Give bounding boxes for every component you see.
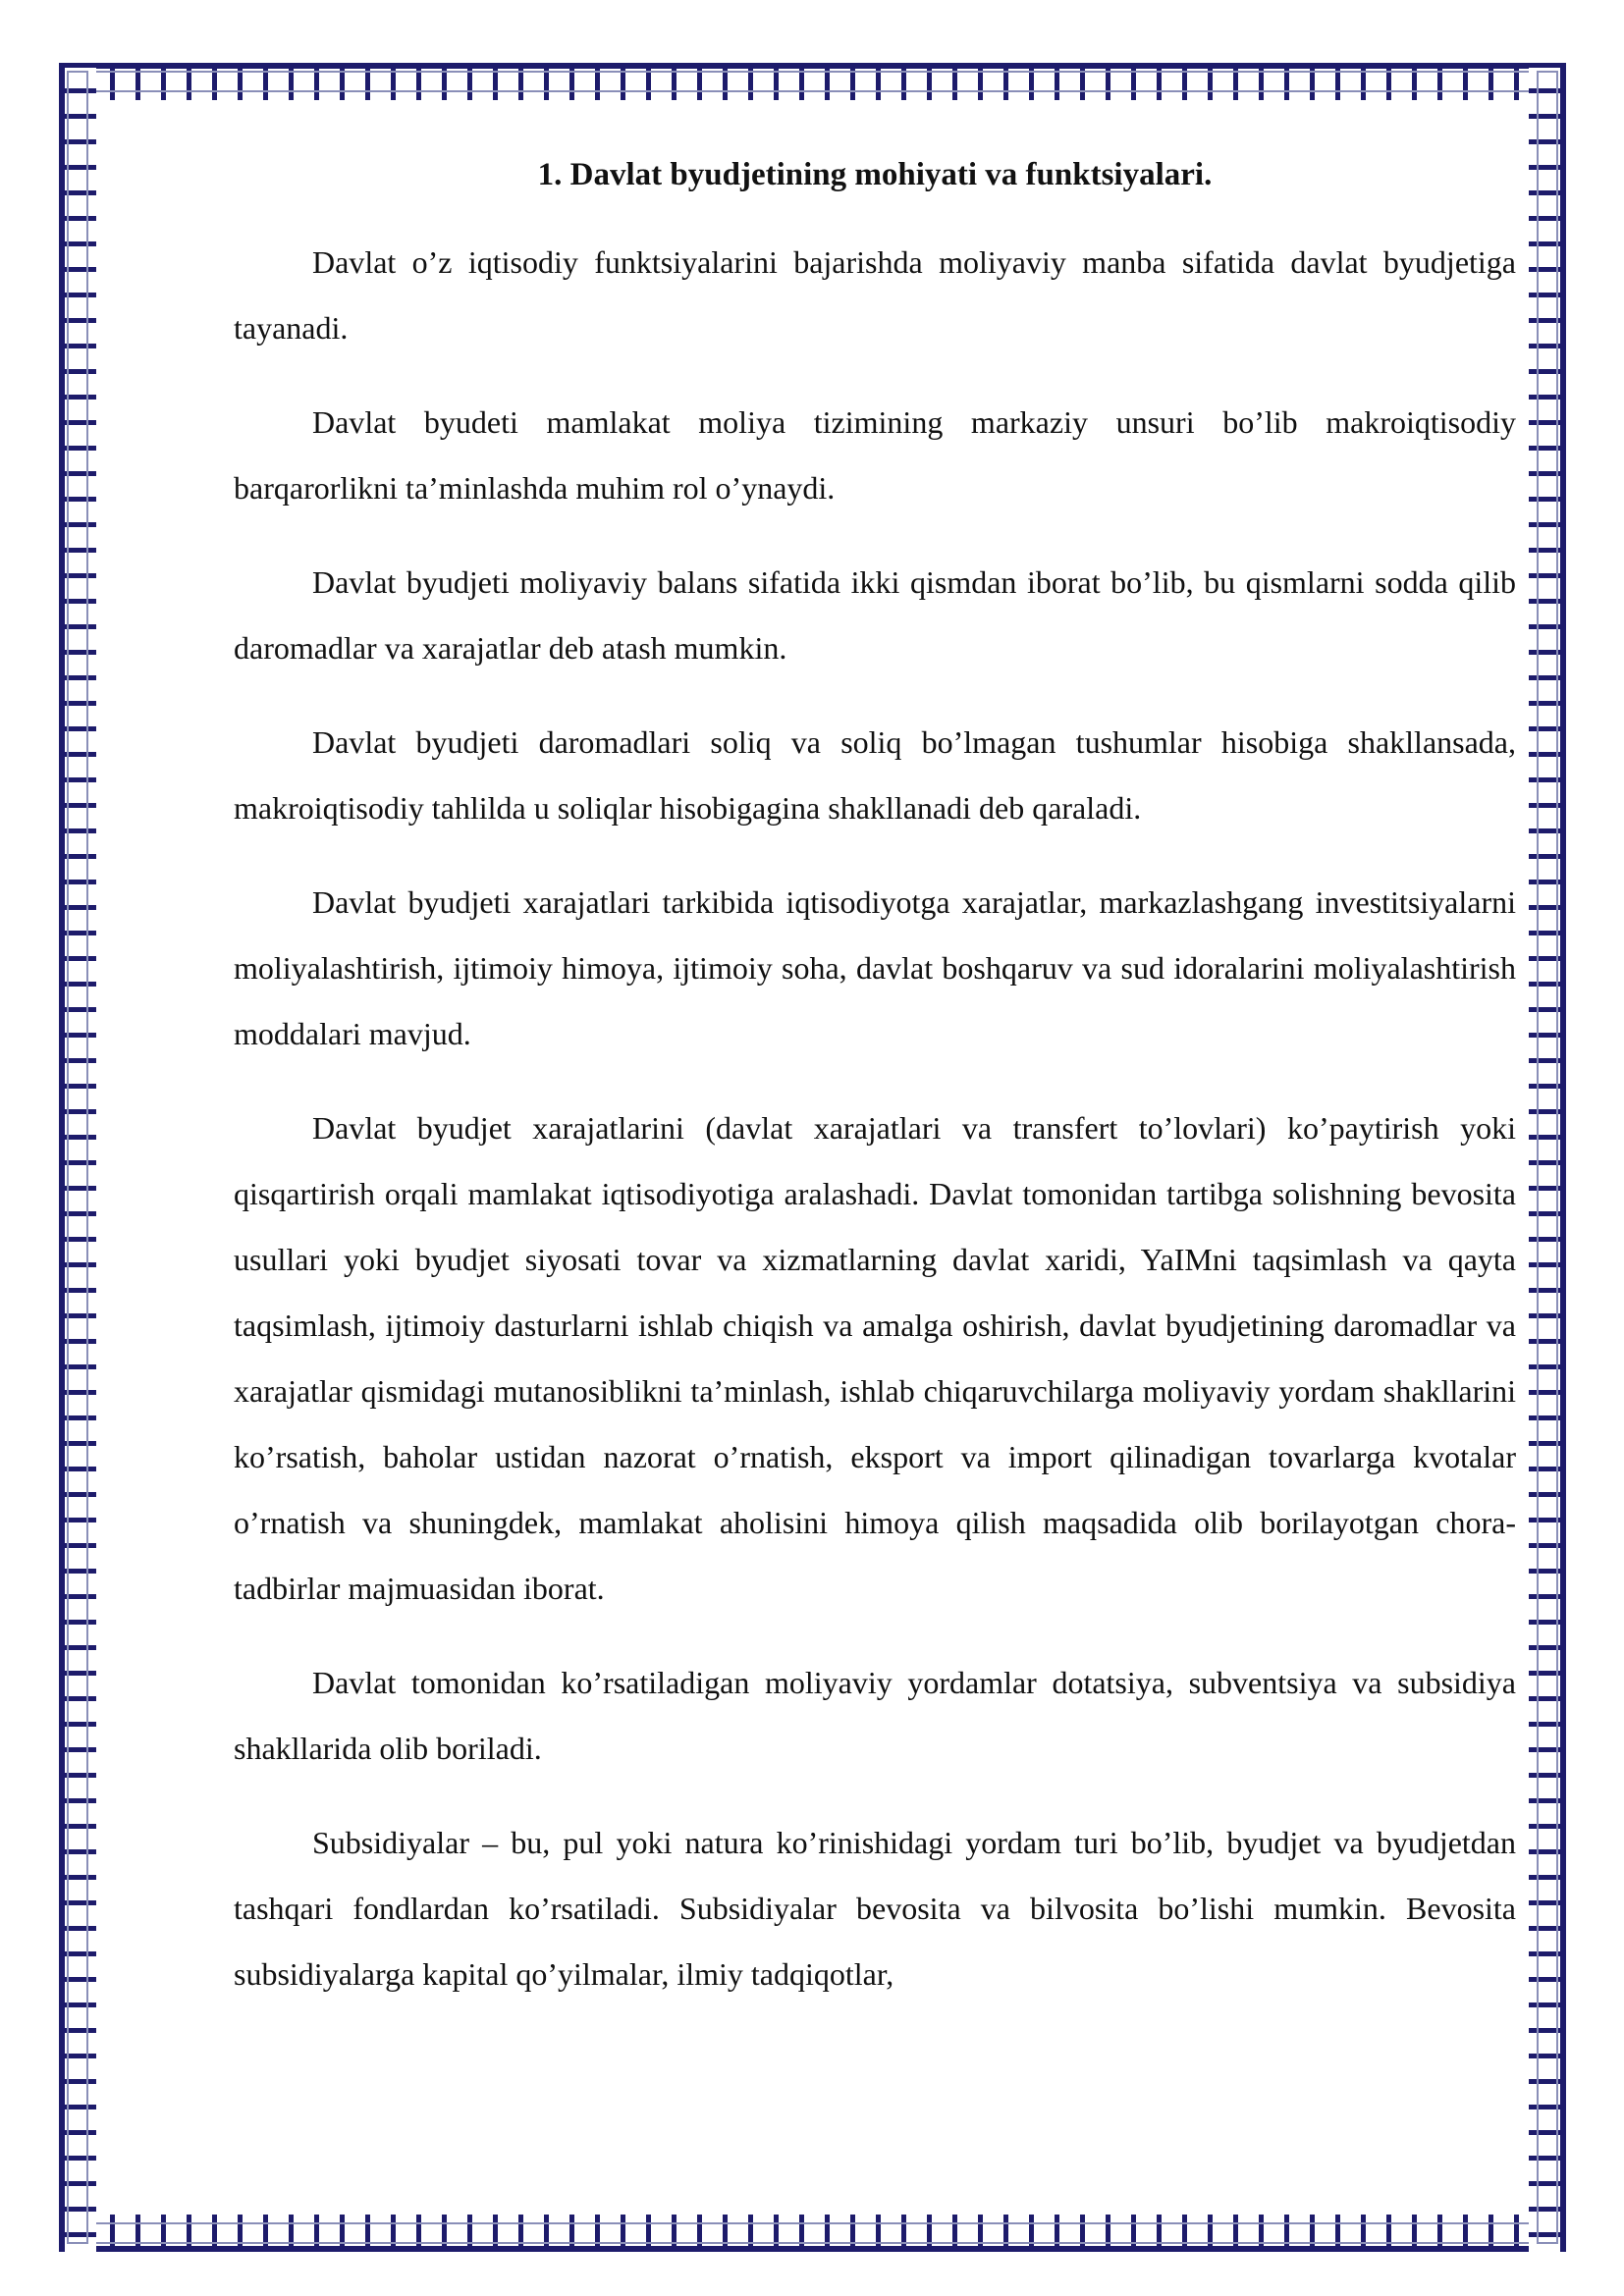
paragraph: Davlat byudjet xarajatlarini (davlat xarajatlari va transfert to’lovlari) ko’paytirish yoki qisqartirish orqali mamlakat iqtisodiyotiga aralashadi. Davlat tomonidan tartibga solishning bevosita usullari yoki byudjet siyosati tovar va xizmatlarning davlat xaridi, YaIMni taqsimlash va qayta taqsimlash, ijtimoiy dasturlarni ishlab chiqish va amalga oshirish, davlat byudjetining daromadlar va xarajatlar qismidagi mutanosiblikni ta’minlash, ishlab chiqaruvchilarga moliyaviy yordam shakllarini ko’rsatish, baholar ustidan nazorat o’rnatish, eksport va import qilinadigan tovarlarga kvotalar o’rnatish va shuningdek, mamlakat aholisini himoya qilish maqsadida olib borilayotgan chora-tadbirlar majmuasidan iborat.: [234, 1110, 1516, 1606]
paragraph: Davlat byudjeti moliyaviy balans sifatida ikki qismdan iborat bo’lib, bu qismlarni sodda qilib daromadlar va xarajatlar deb atash mumkin.: [234, 564, 1516, 666]
page-border-top: [59, 63, 1566, 100]
paragraph: Davlat byudjeti xarajatlari tarkibida iqtisodiyotga xarajatlar, markazlashgang investitsiyalarni moliyalashtirish, ijtimoiy himoya, ijtimoiy soha, davlat boshqaruv va sud idoralarini moliyalashtirish moddalari mavjud.: [234, 884, 1516, 1051]
page-border-left: [59, 63, 96, 2252]
paragraph: Davlat tomonidan ko’rsatiladigan moliyaviy yordamlar dotatsiya, subventsiya va subsidiya shakllarida olib boriladi.: [234, 1665, 1516, 1766]
document-body: [234, 147, 1516, 2007]
paragraph: Davlat byudjeti daromadlari soliq va soliq bo’lmagan tushumlar hisobiga shakllansada, makroiqtisodiy tahlilda u soliqlar hisobigagina shakllanadi deb qaraladi.: [234, 724, 1516, 826]
page-border-bottom: [59, 2215, 1566, 2252]
paragraph: Davlat o’z iqtisodiy funktsiyalarini bajarishda moliyaviy manba sifatida davlat byudjetiga tayanadi.: [234, 244, 1516, 346]
paragraph: Davlat byudeti mamlakat moliya tizimining markaziy unsuri bo’lib makroiqtisodiy barqarorlikni ta’minlashda muhim rol o’ynaydi.: [234, 404, 1516, 506]
section-title: 1. Davlat byudjetining mohiyati va funktsiyalari.: [537, 157, 1213, 192]
page-border-right: [1529, 63, 1566, 2252]
paragraph: Subsidiyalar – bu, pul yoki natura ko’rinishidagi yordam turi bo’lib, byudjet va byudjetdan tashqari fondlardan ko’rsatiladi. Subsidiyalar bevosita va bilvosita bo’lishi mumkin. Bevosita subsidiyalarga kapital qo’yilmalar, ilmiy tadqiqotlar,: [234, 1825, 1516, 1992]
